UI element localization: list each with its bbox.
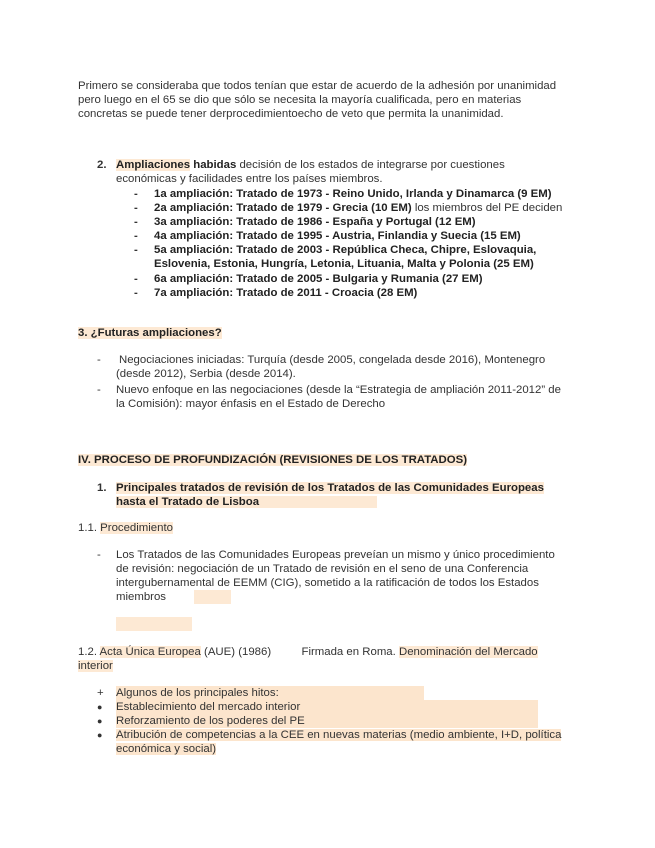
ampliaciones-title-bold: habidas xyxy=(193,159,237,171)
dash-marker: - xyxy=(134,230,138,242)
intro-line: pero luego en el 65 se dio que sólo se necesita la mayoría cualificada, pero en materias xyxy=(78,94,522,106)
hito-item: Atribución de competencias a la CEE en nuevas materias (medio ambiente, I+D, política xyxy=(116,729,562,741)
bullet-icon: ● xyxy=(97,716,103,726)
ampliacion-item: 1a ampliación: Tratado de 1973 - Reino Unido, Irlanda y Dinamarca (9 EM) xyxy=(154,188,552,200)
hitos-title: Algunos de los principales hitos: xyxy=(116,686,424,700)
intro-paragraph xyxy=(78,79,578,121)
section-iv-heading: IV. PROCESO DE PROFUNDIZACIÓN (REVISIONES DE LOS TRATADOS) xyxy=(78,454,468,466)
ampliaciones-desc-line: económicas y facilidades entre los países miembros. xyxy=(116,173,383,185)
intro-line: concretas se puede tener derprocedimientoecho de veto que permita la unanimidad. xyxy=(78,108,504,120)
ampliacion-item: 4a ampliación: Tratado de 1995 - Austria, Finlandia y Suecia (15 EM) xyxy=(154,230,521,242)
plus-marker: + xyxy=(97,687,104,699)
bullet-icon: ● xyxy=(97,730,103,740)
hito-item: Reforzamiento de los poderes del PE xyxy=(116,714,538,728)
dash-marker: - xyxy=(97,354,101,366)
bullet-icon: ● xyxy=(97,702,103,712)
ampliacion-item: 5a ampliación: Tratado de 2003 - República Checa, Chipre, Eslovaquia, xyxy=(154,244,537,256)
hito-item-continued: económica y social) xyxy=(116,743,217,755)
dash-marker: - xyxy=(134,287,138,299)
ampliacion-item: 7a ampliación: Tratado de 2011 - Croacia (28 EM) xyxy=(154,287,418,299)
hito-item: Establecimiento del mercado interior xyxy=(116,700,538,714)
dash-marker: - xyxy=(97,549,101,561)
list-number: 2. xyxy=(97,159,107,171)
ampliacion-item: 2a ampliación: Tratado de 1979 - Grecia (10 EM) los miembros del PE deciden xyxy=(154,202,563,214)
futuras-item: Negociaciones iniciadas: Turquía (desde 2005, congelada desde 2016), Montenegro (desde 2012), Serbia (desde 2014). xyxy=(116,354,546,380)
ampliaciones-desc: decisión de los estados de integrarse por cuestiones xyxy=(239,159,505,171)
dash-marker: - xyxy=(134,202,138,214)
highlight-mark xyxy=(194,590,231,604)
futuras-heading: 3. ¿Futuras ampliaciones? xyxy=(78,327,222,339)
ampliaciones-title-highlight: Ampliaciones xyxy=(116,159,191,171)
principales-tratados-title: Principales tratados de revisión de los Tratados de las Comunidades Europeas hasta el Tratado de Lisboa xyxy=(116,482,544,508)
ampliacion-item-continued: Eslovenia, Estonia, Hungría, Letonia, Lituania, Malta y Polonia (25 EM) xyxy=(154,258,534,270)
dash-marker: - xyxy=(134,244,138,256)
ampliacion-item: 3a ampliación: Tratado de 1986 - España y Portugal (12 EM) xyxy=(154,216,476,228)
procedimiento-text: Los Tratados de las Comunidades Europeas preveían un mismo y único procedimiento de revisión: negociación de un Tratado de revisión en el seno de una Conferencia intergubernamental de EEMM (CIG), sometido a la ratificación de todos los Estados miembros xyxy=(116,549,555,603)
ampliaciones-title-line xyxy=(116,158,505,172)
intro-line: Primero se consideraba que todos tenían que estar de acuerdo de la adhesión por unanimidad xyxy=(78,80,557,92)
dash-marker: - xyxy=(134,188,138,200)
highlight-mark xyxy=(116,617,192,631)
futuras-item: Nuevo enfoque en las negociaciones (desde la “Estrategia de ampliación 2011-2012” de la Comisión): mayor énfasis en el Estado de Derecho xyxy=(116,384,561,410)
dash-marker: - xyxy=(134,216,138,228)
dash-marker: - xyxy=(97,384,101,396)
list-number: 1. xyxy=(97,482,107,494)
procedimiento-heading: 1.1. Procedimiento xyxy=(78,522,173,534)
dash-marker: - xyxy=(134,273,138,285)
acta-unica-heading: 1.2. Acta Única Europea (AUE) (1986) Firmada en Roma. Denominación del Mercado interior xyxy=(78,646,538,672)
ampliacion-item: 6a ampliación: Tratado de 2005 - Bulgaria y Rumania (27 EM) xyxy=(154,273,483,285)
